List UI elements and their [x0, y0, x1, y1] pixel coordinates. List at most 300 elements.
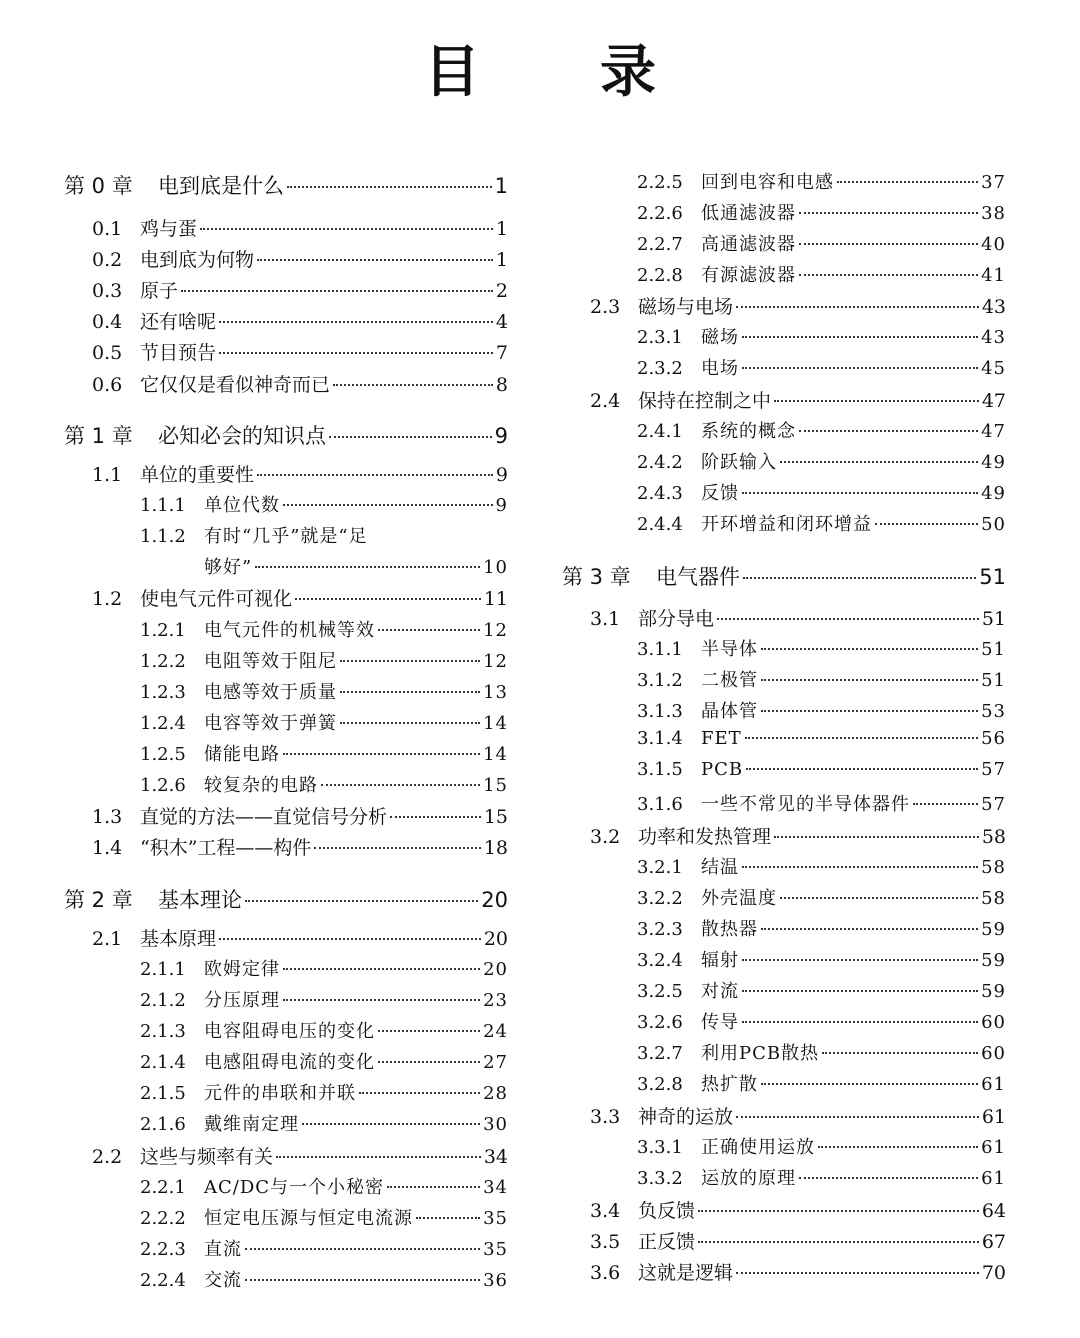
dot-leader [257, 259, 493, 261]
dot-leader [799, 430, 978, 432]
dot-leader [761, 679, 978, 681]
toc-entry-title: 分压原理 [204, 990, 280, 1011]
dot-leader [736, 1116, 979, 1118]
toc-entry[interactable] [637, 666, 1006, 692]
toc-entry-title: 戴维南定理 [204, 1114, 299, 1135]
dot-leader [774, 836, 979, 838]
toc-entry[interactable] [92, 833, 508, 860]
toc-entry-title: 交流 [204, 1270, 242, 1291]
toc-entry-number: 2.4.3 [637, 483, 683, 504]
dot-leader [822, 1052, 978, 1054]
dot-leader [742, 492, 978, 494]
toc-entry-title: 二极管 [701, 670, 758, 691]
toc-entry-page: 1 [494, 174, 508, 198]
toc-entry-number: 3.1.2 [637, 670, 683, 691]
toc-entry-number: 第 0 章 [64, 174, 133, 198]
dot-leader [378, 629, 480, 631]
toc-entry-title: FET [701, 728, 742, 749]
toc-entry[interactable] [590, 1102, 1006, 1129]
toc-entry-page: 40 [981, 234, 1006, 255]
toc-entry-number: 2.2.5 [637, 172, 683, 193]
dot-leader [837, 181, 978, 183]
dot-leader [799, 212, 978, 214]
toc-entry[interactable] [637, 1164, 1006, 1190]
dot-leader [359, 1092, 480, 1094]
toc-entry[interactable] [92, 1142, 508, 1169]
toc-entry[interactable] [64, 420, 508, 450]
toc-entry-title: 散热器 [701, 919, 758, 940]
toc-entry[interactable] [637, 354, 1006, 380]
dot-leader [314, 847, 480, 849]
dot-leader [219, 938, 481, 940]
toc-entry[interactable] [140, 1266, 508, 1292]
toc-entry-number: 1.1 [92, 464, 123, 486]
dot-leader [743, 577, 976, 579]
toc-entry-page: 20 [483, 928, 508, 950]
dot-leader [283, 504, 493, 506]
toc-entry-title: 系统的概念 [701, 421, 796, 442]
dot-leader [245, 1248, 480, 1250]
toc-entry[interactable] [140, 955, 508, 981]
toc-entry[interactable] [637, 915, 1006, 941]
toc-entry[interactable] [637, 697, 1006, 723]
dot-leader [742, 367, 978, 369]
toc-entry-page: 34 [483, 1177, 508, 1198]
dot-leader [736, 306, 979, 308]
toc-entry-title: 半导体 [701, 639, 758, 660]
toc-entry-page: 51 [981, 670, 1006, 691]
toc-entry-number: 3.1.6 [637, 794, 683, 815]
toc-entry-number: 2.1 [92, 928, 123, 950]
toc-entry[interactable] [637, 759, 1006, 780]
dot-leader [287, 186, 492, 188]
toc-entry[interactable] [637, 884, 1006, 910]
toc-entry-page: 34 [483, 1146, 508, 1168]
toc-entry-page: 11 [483, 588, 508, 610]
toc-entry-number: 2.1.4 [140, 1052, 186, 1073]
toc-entry-number: 3.4 [590, 1200, 621, 1222]
toc-entry-number: 3.2.8 [637, 1074, 683, 1095]
toc-entry-number: 第 3 章 [562, 565, 631, 589]
toc-entry[interactable] [140, 647, 508, 673]
toc-entry-number: 2.2.7 [637, 234, 683, 255]
dot-leader [761, 648, 978, 650]
toc-entry-title: 部分导电 [638, 608, 715, 630]
toc-entry[interactable] [590, 822, 1006, 849]
toc-entry-number: 2.4.2 [637, 452, 683, 473]
toc-entry-page: 20 [481, 888, 508, 912]
toc-entry-page: 59 [981, 981, 1006, 1002]
toc-entry-number: 第 1 章 [64, 424, 133, 448]
toc-entry-page: 38 [981, 203, 1006, 224]
toc-entry-title: 高通滤波器 [701, 234, 796, 255]
toc-entry-number: 3.5 [590, 1231, 621, 1253]
toc-entry-page: 60 [981, 1012, 1006, 1033]
toc-entry-page: 47 [981, 421, 1006, 442]
toc-entry-number: 2.2.6 [637, 203, 683, 224]
toc-entry-page: 14 [483, 713, 508, 734]
toc-entry-title: 外壳温度 [701, 888, 777, 909]
dot-leader [329, 436, 492, 438]
toc-entry-page: 58 [981, 857, 1006, 878]
toc-entry-title: 元件的串联和并联 [204, 1083, 356, 1104]
toc-entry-title: 电气元件的机械等效 [204, 620, 375, 641]
toc-entry-page: 35 [483, 1208, 508, 1229]
toc-entry-title: 电感等效于质量 [204, 682, 337, 703]
toc-entry-page: 51 [981, 608, 1006, 630]
toc-entry-number: 2.2.2 [140, 1208, 186, 1229]
dot-leader [295, 598, 481, 600]
dot-leader [302, 1123, 480, 1125]
toc-entry-title: 阶跃输入 [701, 452, 777, 473]
toc-entry-number: 3.2.4 [637, 950, 683, 971]
dot-leader [745, 737, 978, 739]
dot-leader [742, 866, 978, 868]
toc-entry[interactable] [637, 323, 1006, 349]
toc-entry-number: 1.4 [92, 837, 123, 859]
toc-entry-page: 51 [981, 639, 1006, 660]
toc-entry[interactable] [637, 946, 1006, 972]
toc-entry-page: 43 [981, 327, 1006, 348]
dot-leader [799, 243, 978, 245]
toc-entry-title: 节目预告 [140, 342, 217, 364]
toc-entry-title: 热扩散 [701, 1074, 758, 1095]
toc-entry[interactable] [140, 986, 508, 1012]
toc-entry-title: 回到电容和电感 [701, 172, 834, 193]
toc-entry-page: 27 [483, 1052, 508, 1073]
toc-entry[interactable] [204, 553, 508, 579]
toc-entry-page: 12 [483, 651, 508, 672]
toc-entry[interactable] [590, 604, 1006, 631]
toc-entry-title: 一些不常见的半导体器件 [701, 794, 910, 815]
toc-entry-page: 12 [483, 620, 508, 641]
toc-entry[interactable] [637, 448, 1006, 474]
dot-leader [340, 660, 480, 662]
toc-entry-page: 50 [981, 514, 1006, 535]
toc-entry-title: 电气器件 [656, 565, 740, 589]
toc-entry-number: 2.2.8 [637, 265, 683, 286]
toc-entry-page: 61 [981, 1137, 1006, 1158]
toc-entry[interactable] [637, 230, 1006, 256]
toc-entry[interactable] [140, 678, 508, 704]
dot-leader [245, 1279, 480, 1281]
toc-entry-page: 56 [981, 728, 1006, 749]
toc-entry[interactable] [92, 584, 508, 611]
toc-entry-title: 利用PCB散热 [701, 1043, 820, 1064]
toc-entry[interactable] [140, 1110, 508, 1136]
toc-entry-number: 2.1.6 [140, 1114, 186, 1135]
toc-entry[interactable] [140, 771, 508, 797]
toc-entry-page: 58 [981, 888, 1006, 909]
toc-entry-title: 单位的重要性 [140, 464, 255, 486]
toc-entry-title: 对流 [701, 981, 739, 1002]
toc-entry-page: 41 [981, 265, 1006, 286]
dot-leader [276, 1156, 481, 1158]
toc-entry-page: 9 [494, 424, 508, 448]
toc-entry-title: 保持在控制之中 [638, 390, 772, 412]
toc-entry-title: 这些与频率有关 [140, 1146, 274, 1168]
toc-entry-title: “积木”工程——构件 [140, 837, 312, 859]
toc-entry-page: 57 [981, 794, 1006, 815]
toc-entry-number: 3.2 [590, 826, 621, 848]
toc-entry[interactable] [562, 561, 1006, 591]
dot-leader [780, 897, 978, 899]
toc-entry-number: 1.2.6 [140, 775, 186, 796]
toc-entry[interactable] [140, 491, 508, 517]
toc-entry-number: 2.2.3 [140, 1239, 186, 1260]
toc-entry[interactable] [637, 417, 1006, 443]
toc-entry-number: 2.4 [590, 390, 621, 412]
dot-leader [387, 1186, 480, 1188]
toc-entry-title: 还有啥呢 [140, 311, 217, 333]
toc-entry-number: 1.2.5 [140, 744, 186, 765]
dot-leader [698, 1210, 979, 1212]
toc-entry-number: 3.2.7 [637, 1043, 683, 1064]
toc-entry-number: 3.3 [590, 1106, 621, 1128]
toc-entry-title: 使电气元件可视化 [140, 588, 293, 610]
toc-entry-title: 功率和发热管理 [638, 826, 772, 848]
toc-entry-number: 2.4.4 [637, 514, 683, 535]
toc-entry[interactable] [637, 261, 1006, 287]
toc-entry-page: 49 [981, 452, 1006, 473]
toc-entry-title: 结温 [701, 857, 739, 878]
toc-entry-number: 2.1.2 [140, 990, 186, 1011]
toc-entry-number: 3.3.2 [637, 1168, 683, 1189]
toc-entry-number: 1.2.2 [140, 651, 186, 672]
toc-entry-title: 基本原理 [140, 928, 217, 950]
toc-entry-page: 64 [981, 1200, 1006, 1222]
toc-entry-number: 2.1.1 [140, 959, 186, 980]
toc-entry[interactable] [590, 292, 1006, 319]
dot-leader [255, 566, 480, 568]
dot-leader [416, 1217, 480, 1219]
toc-entry-page: 61 [981, 1168, 1006, 1189]
toc-entry-number: 0.3 [92, 280, 123, 302]
toc-entry-number: 2.1.3 [140, 1021, 186, 1042]
dot-leader [219, 352, 493, 354]
dot-leader [761, 928, 978, 930]
toc-entry[interactable] [590, 386, 1006, 413]
toc-entry-page: 45 [981, 358, 1006, 379]
toc-entry[interactable] [140, 1079, 508, 1105]
toc-entry-page: 18 [483, 837, 508, 859]
toc-entry[interactable] [140, 1048, 508, 1074]
toc-entry-page: 43 [981, 296, 1006, 318]
toc-entry-number: 3.2.2 [637, 888, 683, 909]
toc-entry-title: 储能电路 [204, 744, 280, 765]
title-char-1: 目 [424, 40, 480, 105]
toc-entry[interactable] [637, 790, 1006, 816]
toc-entry[interactable] [637, 1133, 1006, 1159]
toc-entry[interactable] [637, 1070, 1006, 1096]
toc-entry[interactable] [637, 853, 1006, 879]
toc-entry[interactable] [92, 460, 508, 487]
toc-entry-title: 电阻等效于阻尼 [204, 651, 337, 672]
toc-entry[interactable] [637, 1039, 1006, 1065]
dot-leader [818, 1146, 978, 1148]
dot-leader [378, 1030, 480, 1032]
toc-entry-number: 3.2.3 [637, 919, 683, 940]
toc-entry-number: 1.1.1 [140, 495, 186, 516]
toc-entry[interactable] [140, 1017, 508, 1043]
toc-entry[interactable] [637, 199, 1006, 225]
toc-entry-title: 欧姆定律 [204, 959, 280, 980]
toc-entry[interactable] [140, 709, 508, 735]
toc-entry-page: 47 [981, 390, 1006, 412]
toc-entry-number: 0.4 [92, 311, 123, 333]
toc-entry-title: 它仅仅是看似神奇而已 [140, 374, 331, 396]
toc-entry-title: 恒定电压源与恒定电流源 [204, 1208, 413, 1229]
toc-entry[interactable] [140, 1204, 508, 1230]
toc-entry-page: 59 [981, 919, 1006, 940]
toc-entry-number: 2.2.1 [140, 1177, 186, 1198]
toc-entry[interactable] [140, 1235, 508, 1261]
toc-entry-page: 49 [981, 483, 1006, 504]
toc-entry[interactable] [92, 338, 508, 365]
toc-entry[interactable] [92, 924, 508, 951]
toc-entry-page: 7 [495, 342, 508, 364]
toc-entry-number: 0.2 [92, 249, 123, 271]
toc-entry-number: 3.1.4 [637, 728, 683, 749]
toc-entry-number: 3.2.6 [637, 1012, 683, 1033]
toc-entry-page: 59 [981, 950, 1006, 971]
toc-entry[interactable] [92, 802, 508, 829]
toc-entry-title: 开环增益和闭环增益 [701, 514, 872, 535]
toc-entry-number: 1.1.2 [140, 526, 186, 547]
toc-entry-page: 58 [981, 826, 1006, 848]
toc-entry-page: 37 [981, 172, 1006, 193]
toc-entry-page: 4 [495, 311, 508, 333]
toc-entry-number: 3.3.1 [637, 1137, 683, 1158]
dot-leader [717, 618, 979, 620]
toc-entry-number: 3.1.1 [637, 639, 683, 660]
dot-leader [742, 990, 978, 992]
toc-entry-page: 24 [483, 1021, 508, 1042]
toc-entry-title: 电容阻碍电压的变化 [204, 1021, 375, 1042]
toc-entry-page: 20 [483, 959, 508, 980]
toc-entry-number: 1.2.4 [140, 713, 186, 734]
toc-entry-page: 14 [483, 744, 508, 765]
toc-entry-title: 原子 [140, 280, 179, 302]
toc-entry-title: 负反馈 [638, 1200, 696, 1222]
toc-entry[interactable] [590, 1258, 1006, 1285]
toc-entry-page: 9 [495, 495, 508, 516]
toc-entry-page: 61 [981, 1106, 1006, 1128]
toc-entry[interactable] [637, 510, 1006, 536]
dot-leader [257, 474, 493, 476]
toc-entry-page: 10 [483, 557, 508, 578]
toc-entry[interactable] [140, 522, 440, 548]
toc-entry-number: 2.2 [92, 1146, 123, 1168]
dot-leader [219, 321, 493, 323]
toc-entry-title: 较复杂的电路 [204, 775, 318, 796]
toc-entry-title: 基本理论 [158, 888, 242, 912]
toc-entry[interactable] [64, 884, 508, 914]
dot-leader [340, 691, 480, 693]
toc-entry-number: 3.1.3 [637, 701, 683, 722]
dot-leader [283, 968, 480, 970]
toc-entry[interactable] [140, 1173, 508, 1199]
toc-entry-page: 60 [981, 1043, 1006, 1064]
dot-leader [761, 710, 978, 712]
toc-entry-number: 3.6 [590, 1262, 621, 1284]
toc-entry[interactable] [140, 740, 508, 766]
toc-entry[interactable] [92, 370, 508, 397]
toc-entry[interactable] [92, 276, 508, 303]
toc-entry-title: 晶体管 [701, 701, 758, 722]
toc-entry-title: PCB [701, 759, 744, 780]
toc-entry-page: 57 [981, 759, 1006, 780]
toc-entry-page: 30 [483, 1114, 508, 1135]
dot-leader [200, 228, 493, 230]
toc-entry-title: 有源滤波器 [701, 265, 796, 286]
dot-leader [799, 1177, 978, 1179]
toc-entry-page: 15 [483, 806, 508, 828]
dot-leader [181, 290, 493, 292]
toc-entry-title: 正确使用运放 [701, 1137, 815, 1158]
toc-entry-page: 70 [981, 1262, 1006, 1284]
toc-entry-number: 第 2 章 [64, 888, 133, 912]
toc-entry-page: 51 [979, 565, 1006, 589]
title-char-2: 录 [600, 40, 656, 105]
dot-leader [245, 900, 478, 902]
dot-leader [742, 1021, 978, 1023]
toc-entry[interactable] [92, 245, 508, 272]
toc-entry-page: 61 [981, 1074, 1006, 1095]
toc-entry-page: 1 [495, 218, 508, 240]
toc-entry-title: 电感阻碍电流的变化 [204, 1052, 375, 1073]
toc-entry-number: 0.5 [92, 342, 123, 364]
toc-entry-page: 1 [495, 249, 508, 271]
dot-leader [378, 1061, 480, 1063]
toc-entry[interactable] [637, 977, 1006, 1003]
toc-entry-page: 15 [483, 775, 508, 796]
toc-entry[interactable] [140, 616, 508, 642]
toc-entry-title: 有时“几乎”就是“足 [204, 526, 368, 547]
dot-leader [340, 722, 480, 724]
toc-entry-title: 正反馈 [638, 1231, 696, 1253]
toc-entry-number: 0.6 [92, 374, 123, 396]
toc-entry[interactable] [637, 168, 1006, 194]
toc-entry-page: 8 [495, 374, 508, 396]
toc-entry[interactable] [590, 1196, 1006, 1223]
toc-entry-page: 36 [483, 1270, 508, 1291]
toc-entry-title: 电容等效于弹簧 [204, 713, 337, 734]
toc-entry[interactable] [92, 214, 508, 241]
toc-entry-title: 电到底是什么 [158, 174, 284, 198]
toc-entry-title: 鸡与蛋 [140, 218, 198, 240]
toc-entry-title: 直觉的方法——直觉信号分析 [140, 806, 388, 828]
toc-entry[interactable] [637, 635, 1006, 661]
toc-entry-number: 2.4.1 [637, 421, 683, 442]
toc-entry-number: 1.2.3 [140, 682, 186, 703]
toc-entry-number: 1.3 [92, 806, 123, 828]
toc-entry[interactable] [590, 1227, 1006, 1254]
toc-entry-page: 13 [483, 682, 508, 703]
toc-entry-page: 9 [495, 464, 508, 486]
toc-entry-title: 电到底为何物 [140, 249, 255, 271]
toc-entry-title: 低通滤波器 [701, 203, 796, 224]
toc-entry[interactable] [637, 728, 1006, 749]
toc-entry[interactable] [637, 479, 1006, 505]
toc-entry[interactable] [637, 1008, 1006, 1034]
dot-leader [698, 1241, 979, 1243]
toc-entry-number: 3.2.5 [637, 981, 683, 1002]
toc-entry-number: 3.1.5 [637, 759, 683, 780]
toc-entry[interactable] [64, 170, 508, 200]
toc-entry-page: 35 [483, 1239, 508, 1260]
toc-entry[interactable] [92, 307, 508, 334]
